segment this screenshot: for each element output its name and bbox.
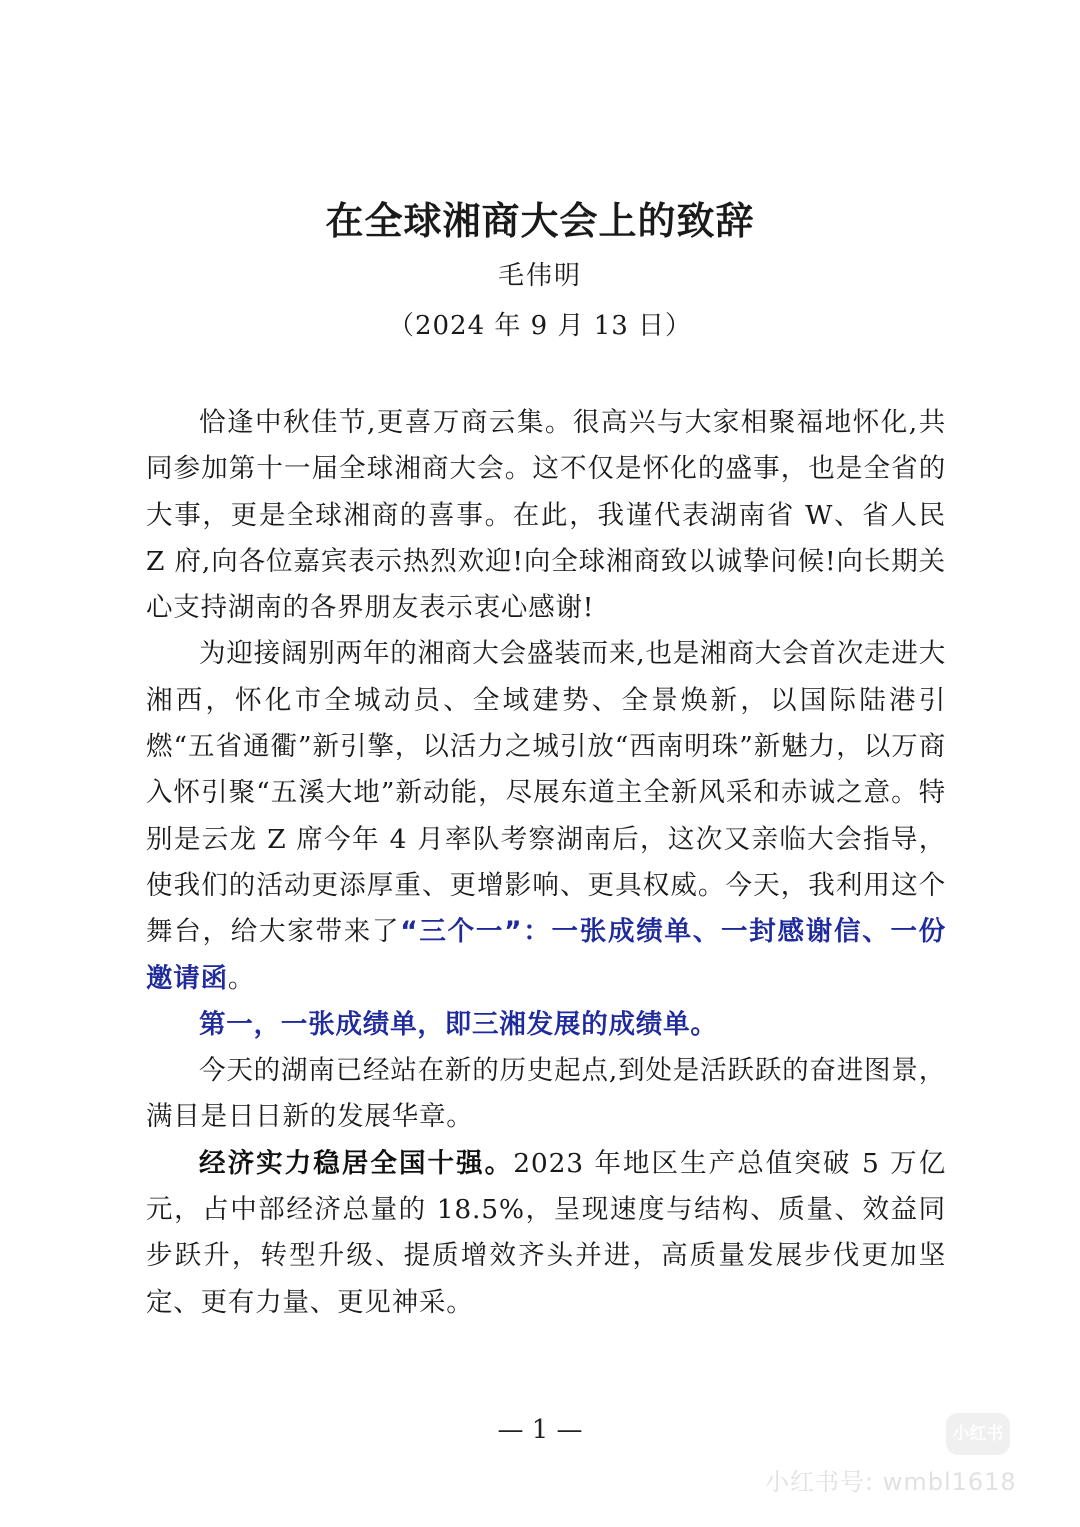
speech-date: （2024 年 9 月 13 日） <box>387 311 693 341</box>
document-body <box>146 400 946 1326</box>
document-title: 在全球湘商大会上的致辞 <box>325 198 755 243</box>
economy-text: 2023 年地区生产总值突破 5 万亿元，占中部经济总量的 18.5%，呈现速度与结构、质量、效益同步跃升，转型升级、提质增效齐头并进，高质量发展步伐更加坚定、更有力量、更见神采。 <box>146 1147 946 1318</box>
page-number: — 1 — <box>497 1415 583 1445</box>
paragraph-context-text: 为迎接阔别两年的湘商大会盛装而来,也是湘商大会首次走进大湘西，怀化市全城动员、全域建势、全景焕新，以国际陆港引燃“五省通衢”新引擎，以活力之城引放“西南明珠”新魅力，以万商入怀引聚“五溪大地”新动能，尽展东道主全新风采和赤诚之意。特别是云龙 Z 席今年 4 月率队考察湖南后，这次又亲临大会指导，使我们的活动更添厚重、更增影响、更具权威。今天，我利用这个舞台，给大家带来了 <box>146 638 946 948</box>
three-ones-highlight: “三个一”：一张成绩单、一封感谢信、一份邀请函 <box>146 916 946 994</box>
paragraph-context-end: 。 <box>227 962 256 994</box>
paragraph-context <box>146 631 946 1001</box>
paragraph-economy <box>146 1141 946 1326</box>
paragraph-new-start: 今天的湖南已经站在新的历史起点,到处是活跃跃的奋进图景，满目是日日新的发展华章。 <box>146 1055 946 1133</box>
section-heading-first: 第一，一张成绩单，即三湘发展的成绩单。 <box>199 1008 718 1040</box>
watermark-user-id: 小红书号: wmbl1618 <box>765 1468 1017 1496</box>
paragraph-greeting: 恰逢中秋佳节,更喜万商云集。很高兴与大家相聚福地怀化,共同参加第十一届全球湘商大会。这不仅是怀化的盛事，也是全省的大事，更是全球湘商的喜事。在此，我谨代表湖南省 W、省人民 Z 府,向各位嘉宾表示热烈欢迎!向全球湘商致以诚挚问候!向长期关心支持湖南的各界朋友表示衷心感谢! <box>146 407 946 624</box>
watermark-logo: 小红书 <box>946 1413 1010 1455</box>
economy-lead: 经济实力稳居全国十强。 <box>199 1147 514 1179</box>
author-name: 毛伟明 <box>497 261 582 291</box>
